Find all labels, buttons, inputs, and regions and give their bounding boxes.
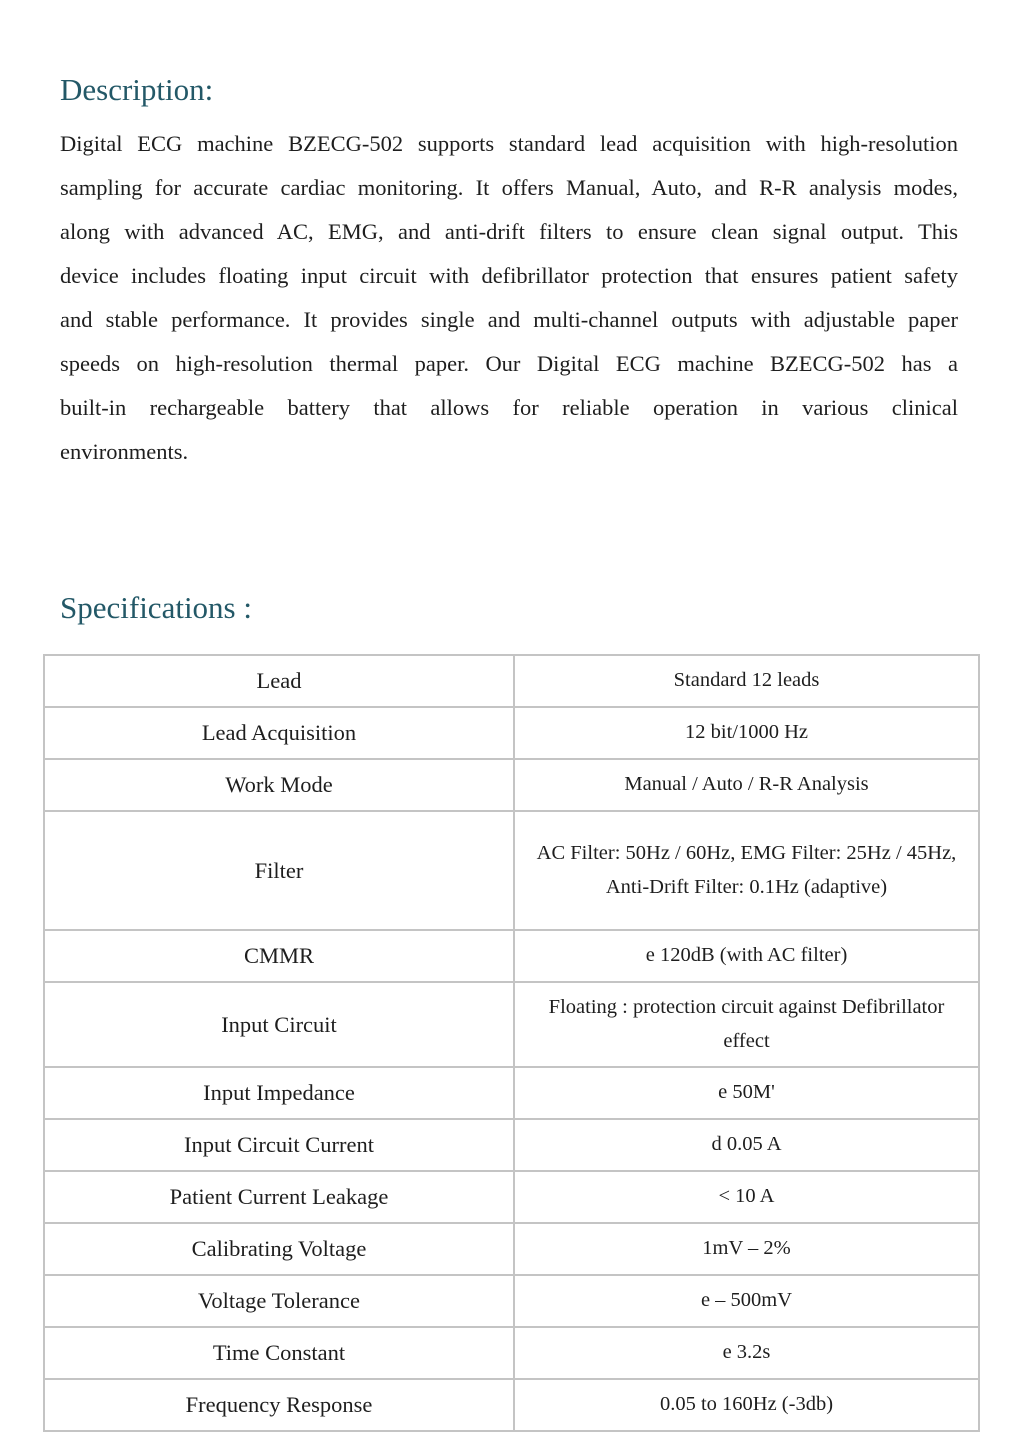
spec-row-lead xyxy=(44,655,979,707)
spec-label: Filter xyxy=(44,811,514,930)
spec-value: e 50M' xyxy=(514,1067,979,1119)
spec-row-voltage-tolerance xyxy=(44,1275,979,1327)
spec-label: Calibrating Voltage xyxy=(44,1223,514,1275)
spec-value: e 3.2s xyxy=(514,1327,979,1379)
spec-row-frequency-response xyxy=(44,1379,979,1431)
spec-value: Standard 12 leads xyxy=(514,655,979,707)
spec-row-patient-current-leakage xyxy=(44,1171,979,1223)
description-heading: Description: xyxy=(60,72,214,107)
spec-row-time-constant xyxy=(44,1327,979,1379)
spec-label: Frequency Response xyxy=(44,1379,514,1431)
spec-value: e 120dB (with AC filter) xyxy=(514,930,979,982)
spec-value: 1mV – 2% xyxy=(514,1223,979,1275)
spec-row-input-circuit-current xyxy=(44,1119,979,1171)
spec-row-lead-acquisition xyxy=(44,707,979,759)
spec-label: Work Mode xyxy=(44,759,514,811)
spec-row-calibrating-voltage xyxy=(44,1223,979,1275)
spec-value: < 10 A xyxy=(514,1171,979,1223)
specifications-table xyxy=(43,654,980,1432)
spec-label: Voltage Tolerance xyxy=(44,1275,514,1327)
spec-value: 0.05 to 160Hz (-3db) xyxy=(514,1379,979,1431)
spec-value: AC Filter: 50Hz / 60Hz, EMG Filter: 25Hz / 45Hz, Anti-Drift Filter: 0.1Hz (adaptive) xyxy=(514,811,979,930)
spec-value: d 0.05 A xyxy=(514,1119,979,1171)
spec-label: Input Circuit Current xyxy=(44,1119,514,1171)
description-text: Digital ECG machine BZECG-502 supports standard lead acquisition with high-resolution sampling for accurate cardiac monitoring. It offers Manual, Auto, and R-R analysis modes, along with advanced AC, EMG, and anti-drift filters to ensure clean signal output. This device includes floating input circuit with defibrillator protection that ensures patient safety and stable performance. It provides single and multi-channel outputs with adjustable paper speeds on high-resolution thermal paper. Our Digital ECG machine BZECG-502 has a built-in rechargeable battery that allows for reliable operation in various clinical environments. xyxy=(60,131,958,464)
spec-label: CMMR xyxy=(44,930,514,982)
spec-label: Input Circuit xyxy=(44,982,514,1067)
specifications-heading: Specifications : xyxy=(60,590,252,625)
spec-row-cmmr xyxy=(44,930,979,982)
spec-label: Input Impedance xyxy=(44,1067,514,1119)
spec-value: Manual / Auto / R-R Analysis xyxy=(514,759,979,811)
spec-value: Floating : protection circuit against Defibrillator effect xyxy=(514,982,979,1067)
spec-row-work-mode xyxy=(44,759,979,811)
spec-row-filter xyxy=(44,811,979,930)
spec-label: Patient Current Leakage xyxy=(44,1171,514,1223)
spec-row-input-circuit xyxy=(44,982,979,1067)
spec-value: e – 500mV xyxy=(514,1275,979,1327)
spec-value: 12 bit/1000 Hz xyxy=(514,707,979,759)
spec-label: Lead Acquisition xyxy=(44,707,514,759)
spec-row-input-impedance xyxy=(44,1067,979,1119)
spec-label: Time Constant xyxy=(44,1327,514,1379)
spec-label: Lead xyxy=(44,655,514,707)
